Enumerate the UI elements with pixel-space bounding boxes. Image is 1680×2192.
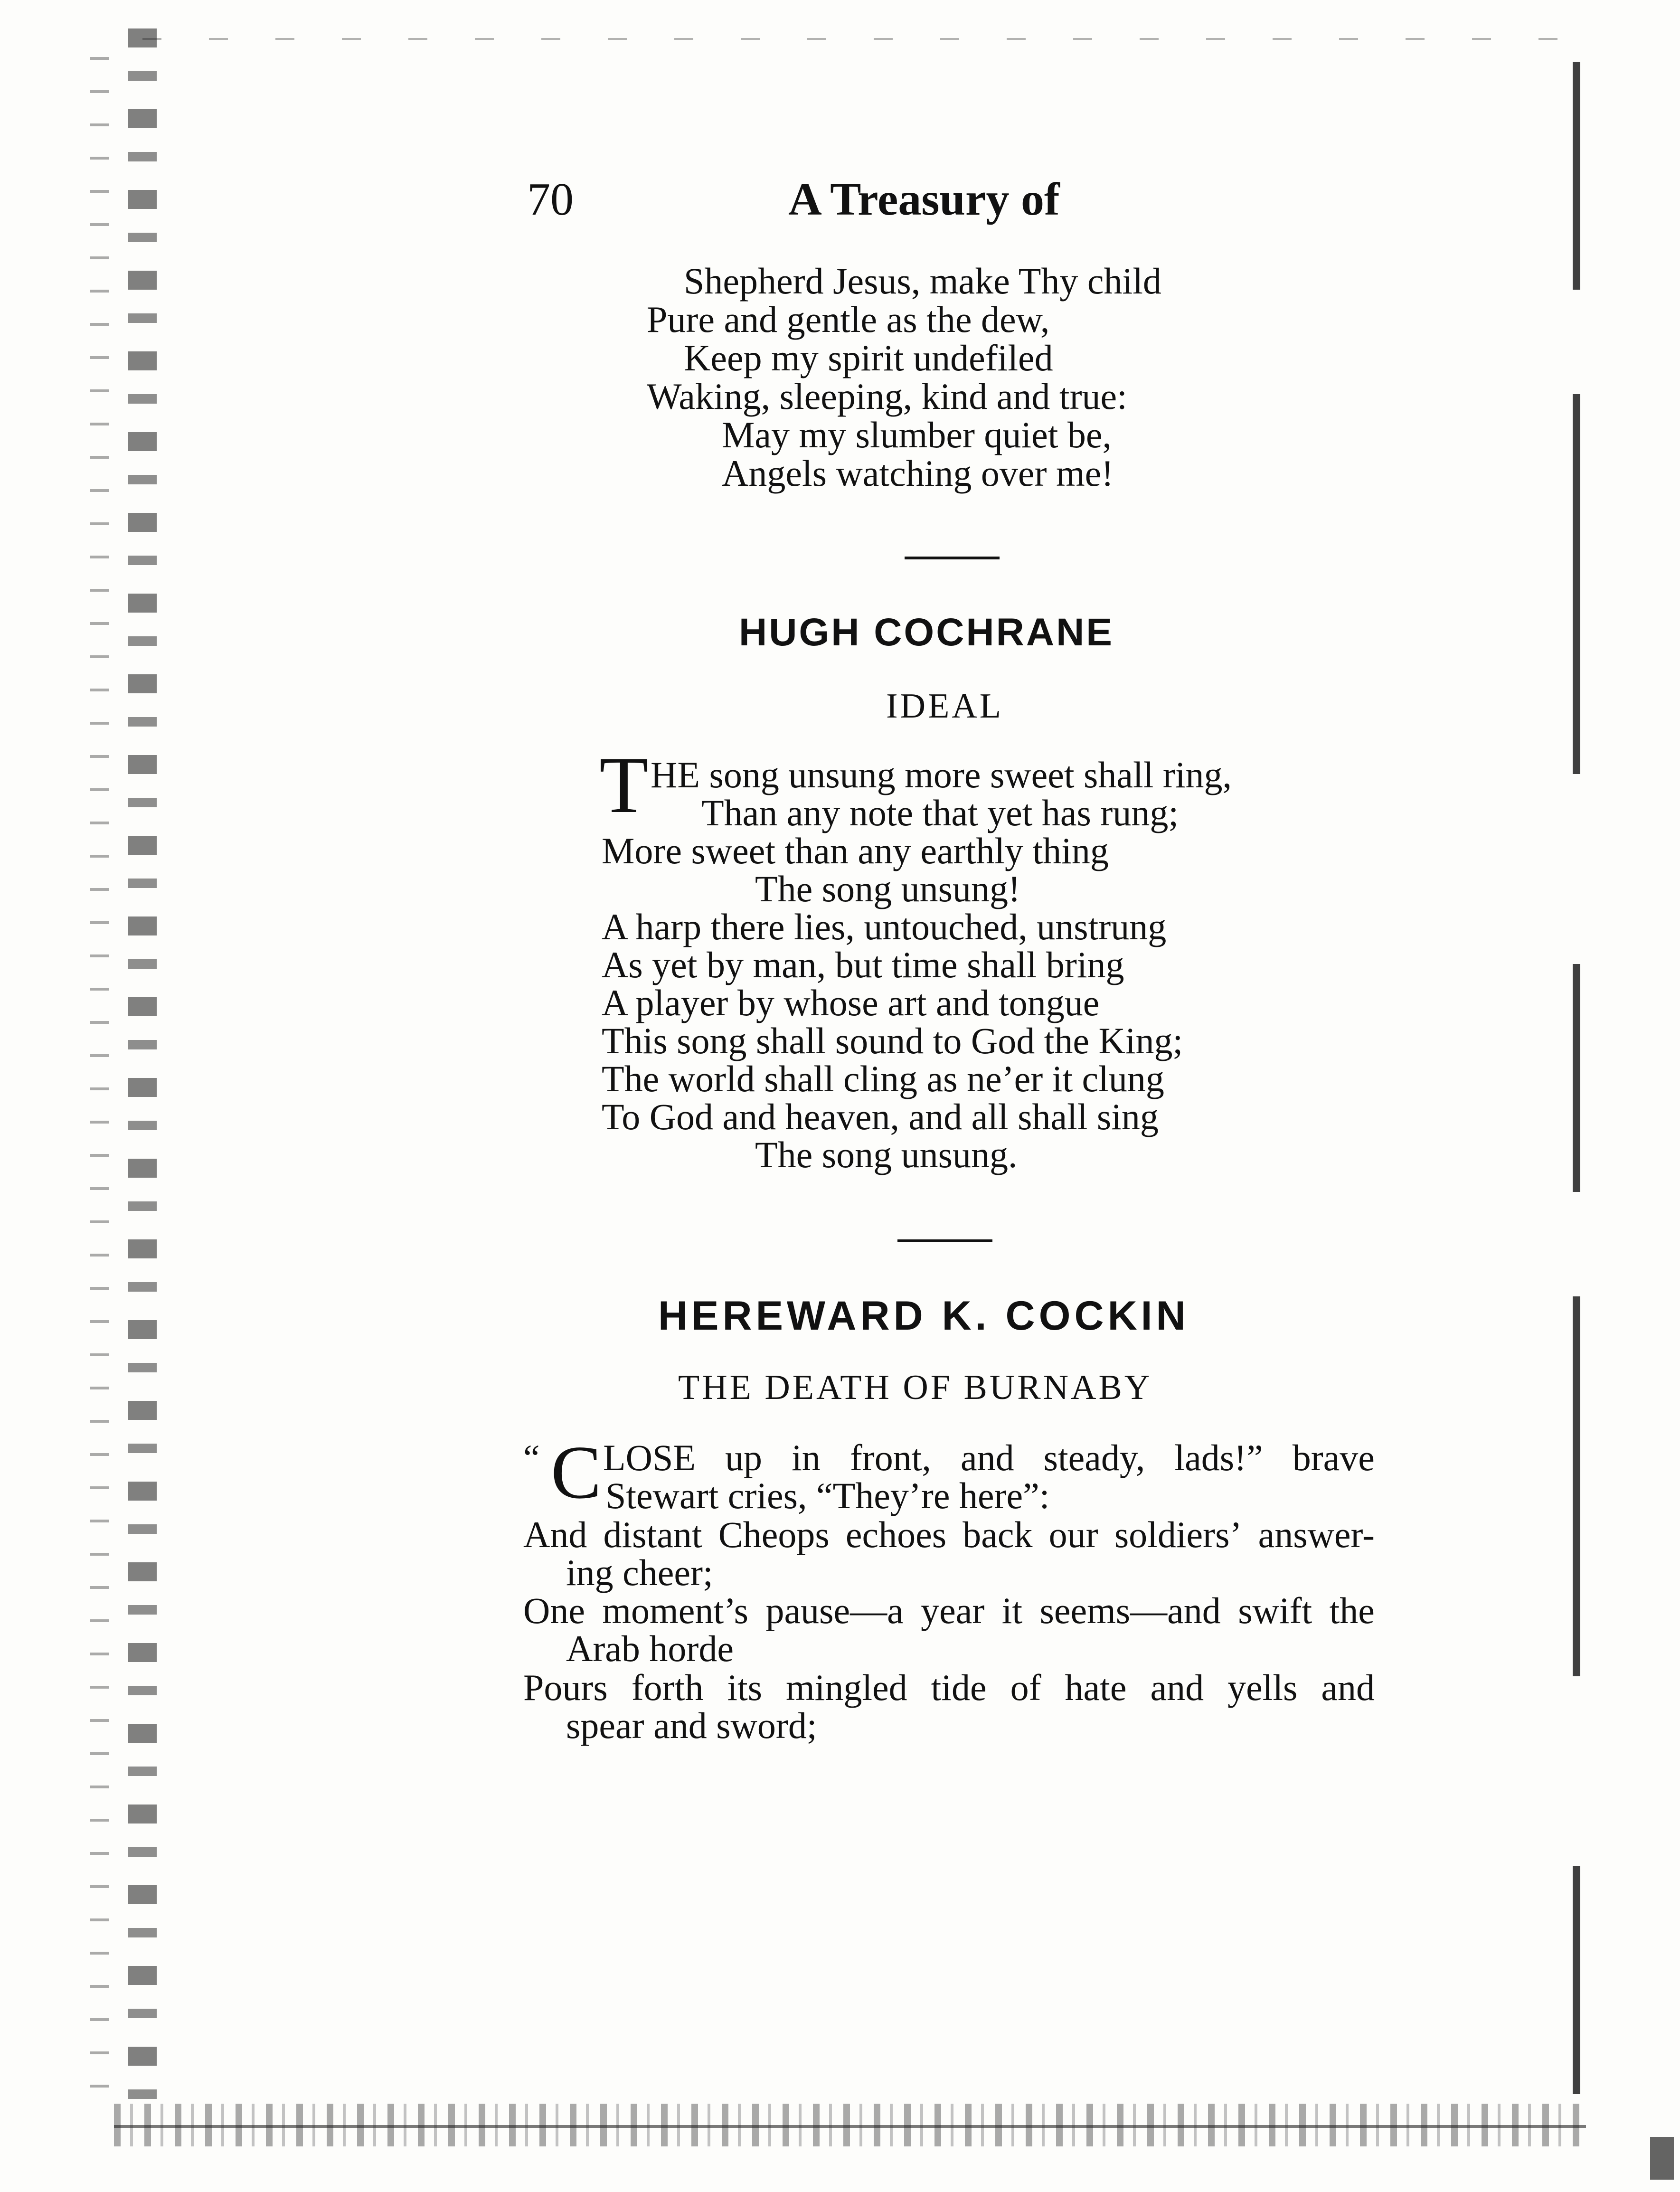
scan-edge-right	[1573, 62, 1580, 2175]
poem-word: answer-	[1258, 1514, 1375, 1555]
page-number: 70	[527, 174, 574, 225]
poem-word: and	[1150, 1667, 1204, 1708]
poem-word: and	[1321, 1667, 1375, 1708]
poem-line: A harp there lies, untouched, unstrung	[602, 906, 1167, 947]
poem-line: More sweet than any earthly thing	[602, 830, 1109, 871]
poem-line: May my slumber quiet be,	[722, 414, 1112, 455]
poem-line-justified	[603, 1439, 1375, 1477]
drop-cap: C	[551, 1430, 602, 1514]
scan-edge-left	[128, 28, 157, 2108]
poem-line: Stewart cries, “They’re here”:	[605, 1475, 1050, 1516]
poem-word: our	[1048, 1514, 1098, 1555]
poem-line: To God and heaven, and all shall sing	[602, 1096, 1159, 1137]
poem-line: As yet by man, but time shall bring	[602, 944, 1124, 985]
poem-line: Keep my spirit undefiled	[684, 337, 1053, 378]
poem-line: This song shall sound to God the King;	[602, 1020, 1183, 1061]
poem-line: spear and sword;	[566, 1705, 817, 1746]
poem-line-justified	[523, 1669, 1375, 1707]
scan-corner-mark	[1650, 2137, 1674, 2180]
poem-word: its	[727, 1667, 763, 1708]
running-title: A Treasury of	[788, 174, 1060, 225]
poem-word: mingled	[786, 1667, 907, 1708]
poem-word: One	[523, 1590, 585, 1631]
poem-word: steady,	[1043, 1437, 1145, 1478]
poem-word: moment’s	[602, 1590, 749, 1631]
poem-word: back	[963, 1514, 1033, 1555]
poem-line: The world shall cling as ne’er it clung	[602, 1058, 1164, 1099]
author-name: HEREWARD K. COCKIN	[658, 1293, 1189, 1339]
poem-line: HE song unsung more sweet shall ring,	[651, 754, 1232, 795]
poem-word: brave	[1292, 1437, 1375, 1478]
poem-word: the	[1329, 1590, 1375, 1631]
poem-line: Than any note that yet has rung;	[701, 792, 1179, 833]
scan-edge-left-specks	[90, 57, 109, 2099]
poem-word: And	[523, 1514, 587, 1555]
poem-word: LOSE	[603, 1437, 696, 1478]
poem-word: tide	[931, 1667, 987, 1708]
poem-line-justified	[523, 1516, 1375, 1554]
poem-word: Cheops	[718, 1514, 830, 1555]
poem-line: Shepherd Jesus, make Thy child	[684, 260, 1161, 302]
poem-line: Pure and gentle as the dew,	[647, 299, 1050, 340]
open-quote: “	[523, 1437, 540, 1478]
drop-cap: T	[599, 740, 649, 830]
poem-title: IDEAL	[886, 687, 1003, 726]
poem-line: The song unsung.	[755, 1134, 1018, 1175]
scan-edge-bottom-line	[114, 2125, 1586, 2128]
section-divider	[897, 1239, 992, 1242]
poem-word: distant	[603, 1514, 702, 1555]
poem-word: in	[792, 1437, 821, 1478]
poem-title: THE DEATH OF BURNABY	[678, 1368, 1152, 1407]
poem-word: swift	[1238, 1590, 1312, 1631]
poem-line: Waking, sleeping, kind and true:	[647, 376, 1127, 417]
poem-word: pause—a	[765, 1590, 904, 1631]
poem-word: it	[1001, 1590, 1023, 1631]
poem-word: hate	[1065, 1667, 1127, 1708]
poem-word: seems—and	[1039, 1590, 1221, 1631]
poem-word: year	[921, 1590, 985, 1631]
poem-word: yells	[1227, 1667, 1298, 1708]
poem-line: A player by whose art and tongue	[602, 982, 1100, 1023]
poem-line: Arab horde	[566, 1628, 734, 1669]
poem-line: Angels watching over me!	[722, 453, 1114, 494]
poem-word: front,	[849, 1437, 931, 1478]
poem-word: lads!”	[1174, 1437, 1263, 1478]
poem-word: and	[960, 1437, 1014, 1478]
section-divider	[905, 557, 1000, 559]
poem-word: Pours	[523, 1667, 608, 1708]
poem-word: echoes	[845, 1514, 947, 1555]
poem-word: forth	[631, 1667, 704, 1708]
poem-word: of	[1010, 1667, 1041, 1708]
poem-line-justified	[523, 1592, 1375, 1630]
poem-line: ing cheer;	[566, 1552, 713, 1593]
poem-line: The song unsung!	[755, 868, 1020, 909]
poem-word: soldiers’	[1114, 1514, 1242, 1555]
poem-word: up	[725, 1437, 763, 1478]
scan-edge-top	[142, 38, 1557, 40]
author-name: HUGH COCHRANE	[739, 611, 1114, 654]
